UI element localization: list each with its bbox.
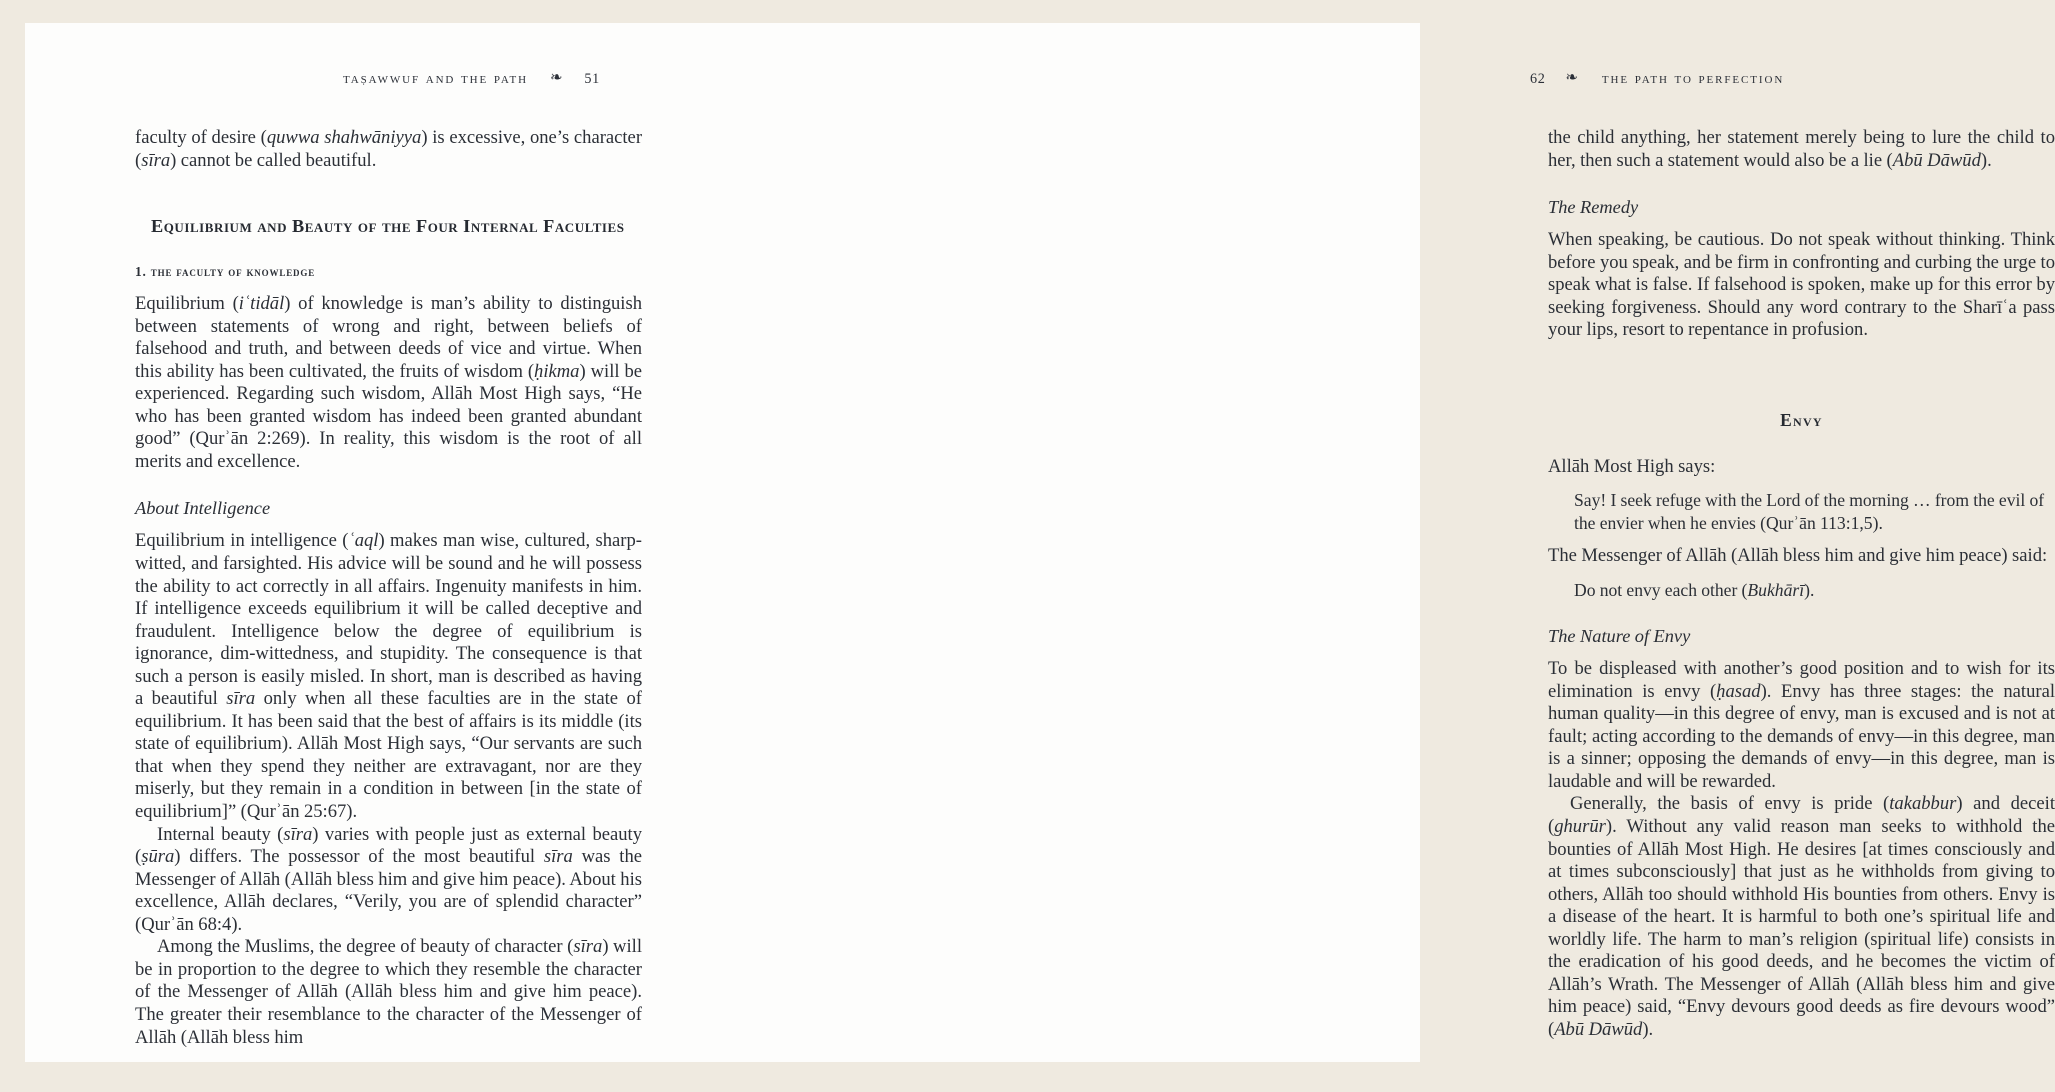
blockquote-quran: Say! I seek refuge with the Lord of the morning … from the evil of the envier when he envies (Qurʾān 113:1,5).	[1574, 490, 2045, 533]
right-page	[722, 23, 2055, 1062]
paragraph-generally: Generally, the basis of envy is pride (takabbur) and deceit (ghurūr). Without any valid reason man seeks to withhold the bounties of Allāh Most High. He desires [at times consciously and at times subconsciously] that just as he withholds from giving to others, Allāh too should withhold His bounties from others. Envy is a disease of the heart. It is harmful to both one’s spiritual life and worldly life. The harm to man’s religion (spiritual life) consists in the eradication of his good deeds, and he becomes the victim of Allāh’s Wrath. The Messenger of Allāh (Allāh bless him and give him peace) said, “Envy devours good deeds as fire devours wood” (Abū Dāwūd).	[1548, 793, 2055, 1040]
lead-in-messenger: The Messenger of Allāh (Allāh bless him and give him peace) said:	[1548, 545, 2048, 567]
paragraph-internal-beauty: Internal beauty (sīra) varies with people just as external beauty (ṣūra) differs. The possessor of the most beautiful sīra was the Messenger of Allāh (Allāh bless him and give him peace). About his excellence, Allāh declares, “Verily, you are of splendid character” (Qurʾān 68:4).	[135, 823, 643, 935]
leaf-ornament-icon: ❧	[549, 69, 565, 86]
subheading-the-remedy: The Remedy	[1548, 197, 1639, 218]
subsection-heading-knowledge: 1. the faculty of knowledge	[135, 264, 316, 280]
spacer	[1548, 342, 2055, 384]
spacer	[1548, 534, 2055, 545]
paragraph-nature-of-envy: To be displeased with another’s good position and to wish for its elimination is envy (ḥasad). Envy has three stages: the natural human quality—in this degree of envy, man is excused and is not at fault; acting according to the demands of envy—in this degree, man is a sinner; opposing the demands of envy—in this degree, man is laudable and will be rewarded.	[1548, 658, 2055, 792]
spacer	[1548, 172, 2055, 196]
spacer	[1548, 568, 2055, 579]
spacer	[135, 473, 642, 497]
leaf-ornament-icon: ❧	[1565, 69, 1580, 86]
running-head-left	[343, 68, 600, 90]
spacer	[135, 519, 642, 530]
section-heading: Equilibrium and Beauty of the Four Internal Faculties	[151, 216, 625, 237]
paragraph-remedy: When speaking, be cautious. Do not speak without thinking. Think before you speak, and be firm in confronting and curbing the urge to speak what is false. If falsehood is spoken, make up for this error by seeking forgiveness. Should any word contrary to the Sharīʿa pass your lips, resort to repentance in profusion.	[1548, 229, 2055, 341]
spacer	[1548, 384, 2055, 408]
paragraph-continued: the child anything, her statement merely being to lure the child to her, then such a statement would also be a lie (Abū Dāwūd).	[1548, 127, 2055, 171]
section-heading-envy: Envy	[1780, 409, 1823, 430]
spacer	[1548, 601, 2055, 625]
left-page	[25, 23, 722, 1062]
page-number: 51	[584, 70, 600, 87]
running-head-right	[1530, 68, 1784, 90]
spacer	[135, 282, 642, 293]
page-number: 62	[1530, 70, 1546, 87]
paragraph-intelligence: Equilibrium in intelligence (ʿaql) makes man wise, cultured, sharp-witted, and farsighted. His advice will be sound and he will possess the ability to act correctly in all affairs. Ingenuity manifests in him. If intelligence exceeds equilibrium it will be called deceptive and fraudulent. Intelligence below the degree of equilibrium is ignorance, dim-wittedness, and stupidity. The consequence is that such a person is easily misled. In short, man is described as having a beautiful sīra only when all these faculties are in the state of equilibrium. It has been said that the best of affairs is its middle (its state of equilibrium). Allāh Most High says, “Our servants are such that when they spend they neither are extravagant, nor are they miserly, but they remain in a condition in between [in the state of equilibrium]” (Qurʾān 25:67).	[135, 530, 642, 823]
subheading-about-intelligence: About Intelligence	[135, 498, 271, 519]
book-spread	[25, 23, 2055, 1062]
running-head-title: the path to perfection	[1601, 70, 1785, 87]
spacer	[1548, 218, 2055, 229]
spacer	[1548, 478, 2055, 489]
running-head-title: taṣawwuf and the path	[343, 70, 528, 87]
left-column-body	[135, 127, 642, 1049]
subheading-nature-of-envy: The Nature of Envy	[1548, 626, 1691, 647]
right-column-body	[1548, 127, 2055, 1041]
spacer	[1548, 432, 2055, 456]
spacer	[135, 238, 642, 262]
spacer	[1548, 647, 2055, 658]
paragraph-continued: faculty of desire (quwwa shahwāniyya) is excessive, one’s character (sīra) cannot be called beautiful.	[135, 127, 643, 171]
paragraph-among-muslims: Among the Muslims, the degree of beauty of character (sīra) will be in proportion to the degree to which they resemble the character of the Messenger of Allāh (Allāh bless him and give him peace). The greater their resemblance to the character of the Messenger of Allāh (Allāh bless him	[135, 936, 642, 1048]
paragraph-knowledge: Equilibrium (iʿtidāl) of knowledge is man’s ability to distinguish between statements of wrong and right, between beliefs of falsehood and truth, and between deeds of vice and virtue. When this ability has been cultivated, the fruits of wisdom (ḥikma) will be experienced. Regarding such wisdom, Allāh Most High says, “He who has been granted wisdom has indeed been granted abundant good” (Qurʾān 2:269). In reality, this wisdom is the root of all merits and excellence.	[135, 293, 643, 472]
lead-in-allah-says: Allāh Most High says:	[1548, 455, 1716, 477]
blockquote-hadith: Do not envy each other (Bukhārī).	[1574, 579, 1815, 600]
spacer	[135, 172, 642, 214]
